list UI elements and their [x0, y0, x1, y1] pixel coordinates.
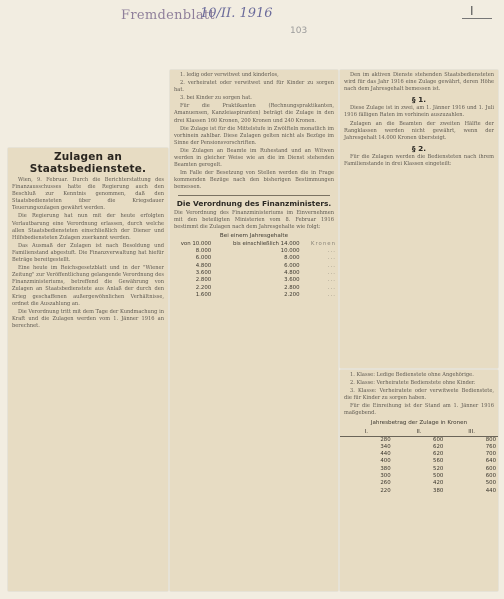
article-title: Zulagen an Staatsbedienstete. — [29, 151, 147, 175]
salary-table — [170, 241, 338, 299]
clipping-middle — [170, 70, 338, 591]
clipping-right-lower — [340, 370, 498, 591]
page-number-rule — [462, 18, 492, 19]
table-row — [340, 458, 498, 465]
table-cell: 380 — [380, 465, 391, 472]
table-header: I. — [340, 428, 393, 437]
table-row — [170, 241, 338, 248]
table-row — [170, 255, 338, 262]
paragraph: Für die Einreihung ist der Stand am 1. Jänner 1916 maßgebend. — [344, 403, 494, 417]
section-text: Die Verordnung des Finanzministeriums im Einvernehmen mit den beteiligten Ministerien vom 8. Februar 1916 bestimmt die Zulagen nach dem Jahresgehalte wie folgt: — [174, 209, 334, 230]
page-number: I — [470, 4, 474, 18]
paragraph: Für die Zulagen werden die Bediensteten nach ihrem Familienstande in drei Klassen eingeteilt: — [344, 153, 494, 168]
salary-table-title: Bei einem Jahresgehalte — [219, 232, 289, 239]
paragraph: Im Falle der Besetzung von Stellen werden die in Frage kommenden Bezüge nach den bisherigen Bestimmungen bemessen. — [174, 170, 334, 191]
article-body-left — [8, 177, 168, 330]
table-cell: 800 — [485, 436, 496, 443]
table-cell: 440 — [485, 487, 496, 494]
allowance-table-title: Jahresbetrag der Zulage in Kronen — [370, 419, 468, 426]
paragraph: Wien, 9. Februar. Durch die Berichterstattung des Finanzausschusses hatte die Regierung auch den Beschluß zur Kenntnis genommen, daß den Staatsbediensteten über die Kriegsdauer Teuerungszulagen gewährt werden. — [12, 177, 164, 212]
list-item: 1. ledig oder verwitwet und kinderlos, — [180, 72, 279, 78]
table-cell: 500 — [485, 480, 496, 487]
table-cell: 520 — [433, 465, 444, 472]
paragraph: Die Zulage ist für die Mittelstufe in Zwölfteln monatlich im vorhinein zahlbar. Diese Zulagen gelten nicht als Bezüge im Sinne der Pensionsvorschriften. — [174, 125, 334, 146]
table-cell: 2.200 — [195, 284, 212, 291]
table-cell: bis einschließlich 14.000 — [233, 240, 300, 247]
table-row — [340, 436, 498, 444]
article-body-middle — [170, 72, 338, 192]
table-cell: 600 — [485, 473, 496, 480]
table-cell: 600 — [485, 465, 496, 472]
table-cell: 620 — [433, 443, 444, 450]
table-cell: 620 — [433, 451, 444, 458]
paragraph: Diese Zulage ist in zwei, am 1. Jänner 1916 und 1. Juli 1916 fälligen Raten im vorhinein auszuzahlen. — [344, 105, 494, 119]
table-cell: ... — [327, 255, 336, 262]
table-cell: 640 — [485, 458, 496, 465]
table-cell: 6.000 — [284, 262, 300, 269]
table-cell: 420 — [433, 480, 444, 487]
table-row — [340, 451, 498, 458]
table-cell: ... — [327, 284, 336, 291]
table-cell: 440 — [380, 451, 391, 458]
table-header: III. — [445, 428, 498, 437]
table-row — [170, 292, 338, 299]
table-cell: 220 — [380, 487, 391, 494]
table-cell: 4.800 — [284, 269, 300, 276]
allowance-table — [340, 428, 498, 495]
paragraph: Die Regierung hat nun mit der heute erfolgten Verlautbarung eine Verordnung erlassen, durch welche allen Staatsbediensteten einschließlich der Diener und Hilfsbediensteten Zulagen zuerkannt werden. — [12, 213, 164, 241]
table-cell: 2.800 — [195, 277, 212, 284]
newspaper-source: Fremdenblatt — [121, 8, 215, 23]
section-number: § 2. — [411, 143, 427, 153]
table-cell: 340 — [380, 443, 391, 450]
archive-stamp: 103 — [290, 26, 308, 36]
paragraph: Den im aktiven Dienste stehenden Staatsbediensteten wird für das Jahr 1916 eine Zulage gewährt, deren Höhe nach dem Jahresgehalt bemessen ist. — [344, 72, 494, 93]
table-cell: 8.000 — [284, 255, 300, 262]
table-cell: 4.800 — [195, 262, 212, 269]
table-cell: 700 — [485, 451, 496, 458]
table-row — [340, 444, 498, 451]
paragraph: 2. Klasse: Verheiratete Bedienstete ohne Kinder. — [350, 380, 476, 387]
table-cell: Kronen — [310, 240, 336, 247]
table-cell: 10.000 — [280, 248, 300, 255]
paragraph: Für die Praktikanten (Rechnungspraktikanten, Amanuensen, Kanzleiaspiranten) beträgt die Zulage in den drei Klassen 160 Kronen, 200 Kronen und 240 Kronen. — [174, 103, 334, 124]
table-row — [170, 263, 338, 270]
article-body-right-lower — [340, 372, 498, 418]
table-cell: von 10.000 — [180, 240, 212, 247]
paragraph: Die Verordnung tritt mit dem Tage der Kundmachung in Kraft und die Zulagen werden vom 1. Jänner 1916 an berechnet. — [12, 308, 164, 329]
table-row — [170, 270, 338, 277]
table-cell: 280 — [380, 436, 391, 443]
table-cell: 3.600 — [195, 269, 212, 276]
table-cell: 3.600 — [284, 277, 300, 284]
table-cell: 380 — [433, 487, 444, 494]
divider — [178, 195, 330, 196]
table-cell: 6.000 — [195, 255, 212, 262]
table-cell: 2.800 — [284, 284, 300, 291]
table-row — [170, 248, 338, 255]
paragraph: Das Ausmaß der Zulagen ist nach Besoldung und Familienstand abgestuft. Die Finanzverwaltung hat hiefür Beträge bereitgestellt. — [12, 242, 164, 264]
paragraph: 1. Klasse: Ledige Bedienstete ohne Angehörige. — [350, 372, 474, 378]
table-cell: ... — [327, 291, 336, 298]
list-item: 3. bei Kinder zu sorgen hat. — [180, 95, 252, 102]
table-row — [340, 466, 498, 473]
table-cell: 300 — [380, 473, 391, 480]
table-row — [340, 480, 498, 487]
paragraph: 3. Klasse: Verheiratete oder verwitwete Bedienstete, die für Kinder zu sorgen haben. — [344, 388, 494, 402]
table-header: II. — [393, 428, 446, 437]
table-cell: 600 — [433, 436, 444, 443]
section-number: § 1. — [411, 95, 427, 105]
table-cell: 400 — [380, 458, 391, 465]
table-cell: 500 — [433, 473, 444, 480]
clipping-right-upper — [340, 70, 498, 368]
paragraph: Eine heute im Reichsgesetzblatt und in der "Wiener Zeitung" zur Veröffentlichung gelangende Verordnung des Finanzministeriums, betreffend die Gewährung von Zulagen an Staatsbedienstete aus Anlaß der durch den Krieg geschaffenen außergewöhnlichen Verhältnisse, ordnet die Auszahlung an. — [12, 265, 164, 307]
paragraph: Zulagen an die Beamten der zweiten Hälfte der Rangklassen werden nicht gewährt, wenn der Jahresgehalt 14.000 Kronen übersteigt. — [344, 120, 494, 141]
section-title: Die Verordnung des Finanzministers. — [176, 198, 332, 208]
table-cell: 8.000 — [195, 248, 212, 255]
table-cell: 2.200 — [284, 291, 300, 298]
table-cell: 260 — [380, 480, 391, 487]
table-cell: ... — [327, 248, 336, 255]
handwritten-date: 10/II. 1916 — [200, 6, 273, 21]
table-row — [170, 285, 338, 292]
paragraph: Die Zulagen an Beamte im Ruhestand und an Witwen werden in gleicher Weise wie an die im Dienst stehenden Beamten geregelt. — [174, 147, 334, 169]
table-cell: ... — [327, 269, 336, 276]
article-body-right — [340, 72, 498, 168]
table-cell: 760 — [485, 443, 496, 450]
table-cell: ... — [327, 277, 336, 284]
table-cell: ... — [327, 262, 336, 269]
table-row — [340, 473, 498, 480]
table-cell: 1.600 — [195, 291, 212, 298]
list-item: 2. verheiratet oder verwitwet und für Kinder zu sorgen hat. — [174, 80, 334, 94]
clipping-left — [8, 148, 168, 591]
table-row — [340, 488, 498, 495]
table-cell: 560 — [433, 458, 444, 465]
table-row — [170, 277, 338, 284]
